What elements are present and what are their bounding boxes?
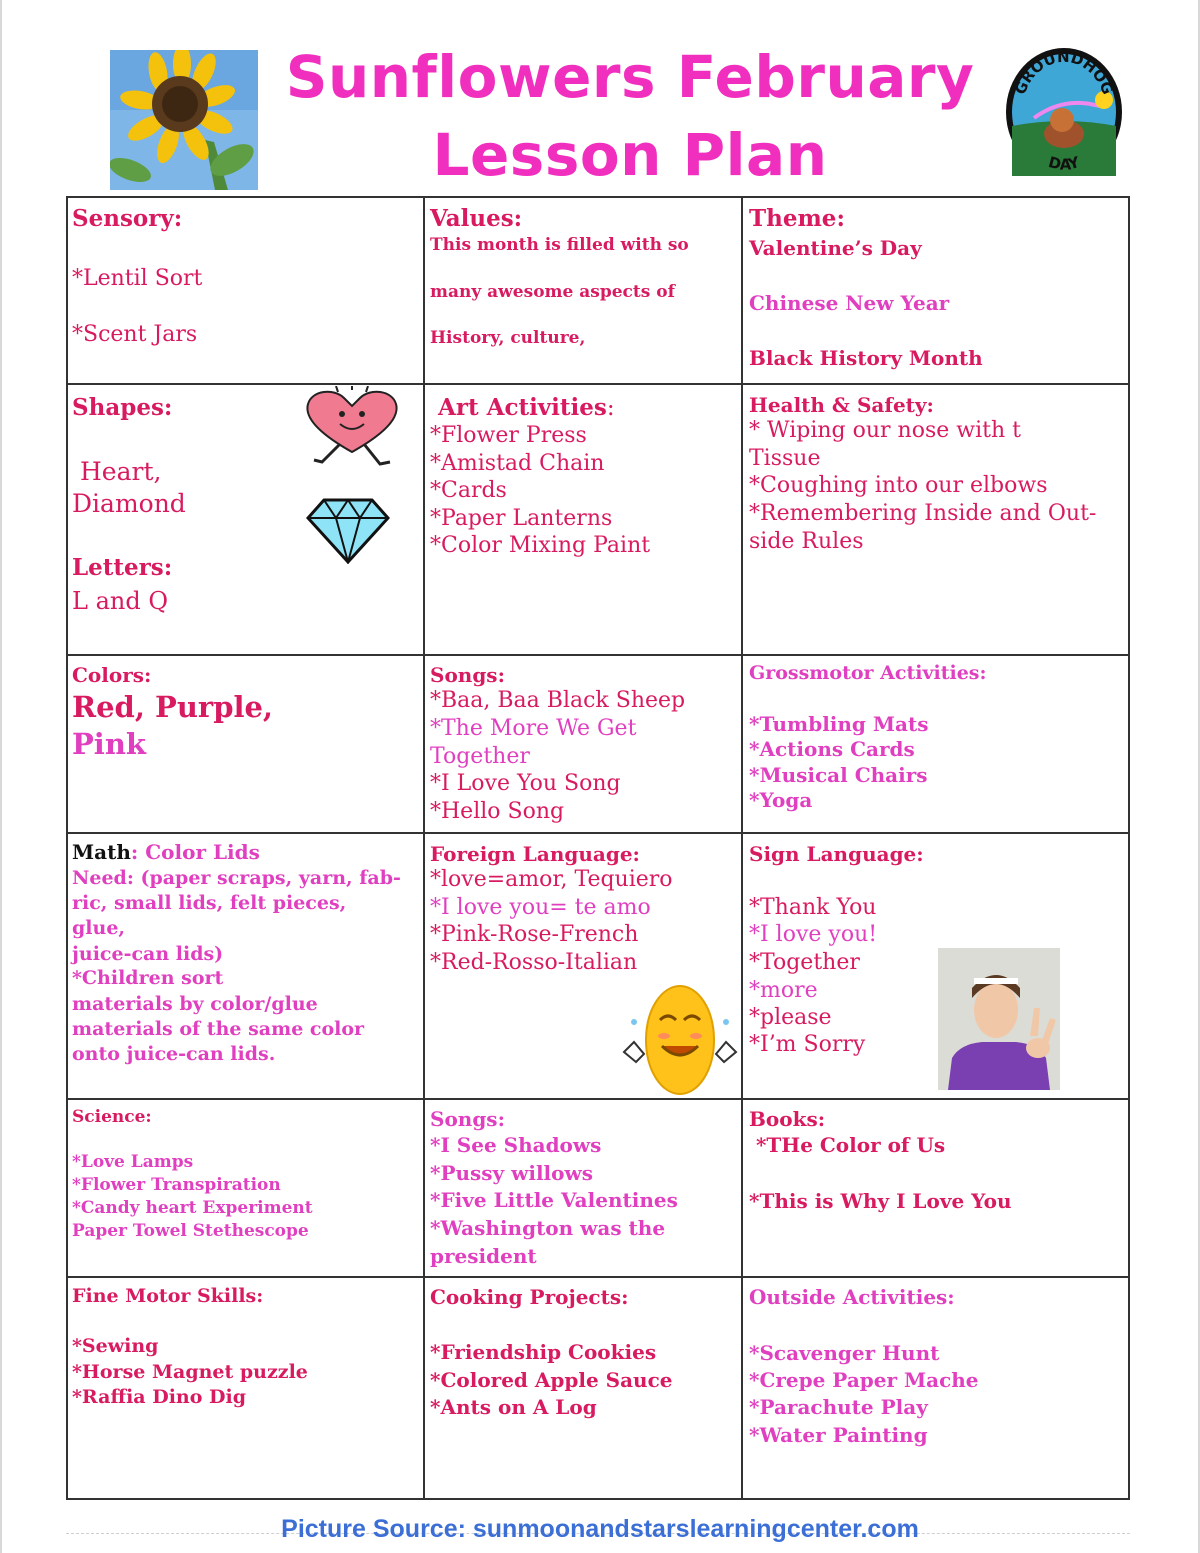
theme-item: Valentine’s Day bbox=[749, 236, 922, 260]
smiley-icon bbox=[620, 982, 740, 1098]
math-line: materials of the same color bbox=[72, 1018, 365, 1040]
foreign-line: *love=amor, Tequiero bbox=[430, 867, 673, 892]
page-edge-left bbox=[0, 0, 2, 1553]
health-heading: Health & Safety: bbox=[749, 393, 934, 417]
sunflower-image bbox=[110, 50, 258, 190]
math-heading-text: Math bbox=[72, 840, 131, 864]
sensory-heading: Sensory: bbox=[72, 205, 183, 232]
gross-item: *Musical Chairs bbox=[749, 763, 928, 787]
math-line: ric, small lids, felt pieces, bbox=[72, 892, 347, 914]
health-line: side Rules bbox=[749, 529, 864, 554]
shapes-line: Diamond bbox=[72, 489, 186, 518]
grid-line-v2 bbox=[741, 196, 743, 1500]
health-line: * Wiping our nose with t bbox=[749, 418, 1021, 443]
outside-item: *Crepe Paper Mache bbox=[749, 1368, 979, 1392]
songs-line: *I Love You Song bbox=[430, 771, 621, 796]
songs2-line: president bbox=[430, 1244, 537, 1268]
gross-item: *Tumbling Mats bbox=[749, 712, 929, 736]
shapes-heading: Shapes: bbox=[72, 394, 173, 421]
values-line: many awesome aspects of bbox=[430, 282, 675, 302]
art-heading-text: Art Activities bbox=[438, 394, 607, 421]
colors-line: Pink bbox=[72, 727, 147, 761]
gross-item: *Actions Cards bbox=[749, 737, 915, 761]
songs-heading: Songs: bbox=[430, 663, 505, 687]
songs-line: Together bbox=[430, 744, 530, 769]
health-line: *Remembering Inside and Out- bbox=[749, 501, 1097, 526]
letters-heading: Letters: bbox=[72, 554, 173, 581]
letters-value: L and Q bbox=[72, 587, 168, 615]
fine-item: *Horse Magnet puzzle bbox=[72, 1361, 308, 1383]
sensory-item: *Lentil Sort bbox=[72, 266, 203, 291]
math-line: glue, bbox=[72, 917, 126, 939]
cooking-item: *Friendship Cookies bbox=[430, 1340, 657, 1364]
math-line: materials by color/glue bbox=[72, 993, 318, 1015]
songs-line: *Baa, Baa Black Sheep bbox=[430, 688, 686, 713]
theme-item: Chinese New Year bbox=[749, 291, 950, 315]
title-line-2: Lesson Plan bbox=[432, 121, 828, 189]
fine-item: *Sewing bbox=[72, 1335, 159, 1357]
songs-line: *The More We Get bbox=[430, 716, 637, 741]
science-item: *Flower Transpiration bbox=[72, 1175, 281, 1195]
grid-line-v1 bbox=[423, 196, 425, 1500]
sign-line: *I’m Sorry bbox=[749, 1032, 866, 1057]
values-heading: Values: bbox=[430, 205, 523, 232]
colors-heading: Colors: bbox=[72, 663, 152, 687]
outside-item: *Scavenger Hunt bbox=[749, 1341, 940, 1365]
sensory-item: *Scent Jars bbox=[72, 322, 198, 347]
math-heading bbox=[72, 840, 260, 864]
outside-item: *Parachute Play bbox=[749, 1395, 928, 1419]
picture-source-caption: Picture Source: sunmoonandstarslearningcenter.com bbox=[281, 1515, 919, 1543]
science-item: *Love Lamps bbox=[72, 1152, 194, 1172]
foreign-line: *Red-Rosso-Italian bbox=[430, 950, 638, 975]
grid-line-h5 bbox=[66, 1276, 1130, 1278]
foreign-line: *Pink-Rose-French bbox=[430, 922, 639, 947]
badge-top-text: GROUNDHOG bbox=[1011, 47, 1117, 98]
theme-item: Black History Month bbox=[749, 346, 983, 370]
art-item: *Cards bbox=[430, 478, 507, 503]
sign-heading: Sign Language: bbox=[749, 842, 924, 866]
cooking-heading: Cooking Projects: bbox=[430, 1285, 629, 1309]
sign-line: *please bbox=[749, 1005, 832, 1030]
heart-icon bbox=[300, 386, 404, 470]
shapes-line: Heart, bbox=[80, 457, 162, 486]
math-line: Need: (paper scraps, yarn, fab- bbox=[72, 867, 401, 889]
science-item: Paper Towel Stethescope bbox=[72, 1221, 309, 1241]
sign-line: *Together bbox=[749, 950, 860, 975]
grid-line-h1 bbox=[66, 383, 1130, 385]
foreign-line: *I love you= te amo bbox=[430, 895, 651, 920]
math-line: *Children sort bbox=[72, 967, 224, 989]
foreign-heading: Foreign Language: bbox=[430, 842, 640, 866]
values-line: This month is filled with so bbox=[430, 235, 689, 255]
fine-heading: Fine Motor Skills: bbox=[72, 1285, 264, 1307]
diamond-icon bbox=[306, 498, 390, 564]
fine-item: *Raffia Dino Dig bbox=[72, 1386, 246, 1408]
child-signing-photo bbox=[938, 948, 1060, 1090]
sign-line: *Thank You bbox=[749, 895, 877, 920]
art-heading-colon: : bbox=[606, 395, 615, 421]
science-heading: Science: bbox=[72, 1107, 152, 1127]
sign-line: *more bbox=[749, 978, 818, 1003]
art-item: *Amistad Chain bbox=[430, 451, 605, 476]
gross-heading: Grossmotor Activities: bbox=[749, 662, 987, 684]
theme-heading: Theme: bbox=[749, 205, 845, 232]
songs2-line: *I See Shadows bbox=[430, 1133, 602, 1157]
math-title: Color Lids bbox=[138, 840, 260, 864]
grid-line-h2 bbox=[66, 654, 1130, 656]
art-heading bbox=[438, 394, 615, 421]
grid-line-h4 bbox=[66, 1098, 1130, 1100]
art-item: *Flower Press bbox=[430, 423, 587, 448]
songs2-line: *Pussy willows bbox=[430, 1161, 593, 1185]
outside-heading: Outside Activities: bbox=[749, 1285, 955, 1309]
songs2-line: *Washington was the bbox=[430, 1216, 666, 1240]
books-item: *This is Why I Love You bbox=[749, 1189, 1012, 1213]
cooking-item: *Ants on A Log bbox=[430, 1395, 597, 1419]
gross-item: *Yoga bbox=[749, 788, 813, 812]
songs2-heading: Songs: bbox=[430, 1107, 505, 1131]
songs2-line: *Five Little Valentines bbox=[430, 1188, 678, 1212]
books-heading: Books: bbox=[749, 1107, 826, 1131]
cooking-item: *Colored Apple Sauce bbox=[430, 1368, 673, 1392]
colors-line: Red, Purple, bbox=[72, 690, 274, 724]
math-colon: : bbox=[130, 840, 139, 864]
health-line: *Coughing into our elbows bbox=[749, 473, 1048, 498]
outside-item: *Water Painting bbox=[749, 1423, 928, 1447]
svg-text:DAY bbox=[1046, 153, 1082, 174]
grid-line-h3 bbox=[66, 832, 1130, 834]
art-item: *Color Mixing Paint bbox=[430, 533, 651, 558]
songs-line: *Hello Song bbox=[430, 799, 565, 824]
sign-line: *I love you! bbox=[749, 922, 878, 947]
groundhog-day-badge bbox=[1004, 46, 1124, 178]
math-line: juice-can lids) bbox=[72, 943, 224, 965]
health-line: Tissue bbox=[749, 446, 821, 471]
art-item: *Paper Lanterns bbox=[430, 506, 613, 531]
values-line: History, culture, bbox=[430, 328, 586, 348]
math-line: onto juice-can lids. bbox=[72, 1043, 276, 1065]
books-item: *THe Color of Us bbox=[749, 1133, 946, 1157]
science-item: *Candy heart Experiment bbox=[72, 1198, 313, 1218]
title-line-1: Sunflowers February bbox=[285, 43, 975, 111]
badge-bottom-text: DAY bbox=[1046, 152, 1082, 174]
page-title bbox=[250, 38, 1010, 194]
